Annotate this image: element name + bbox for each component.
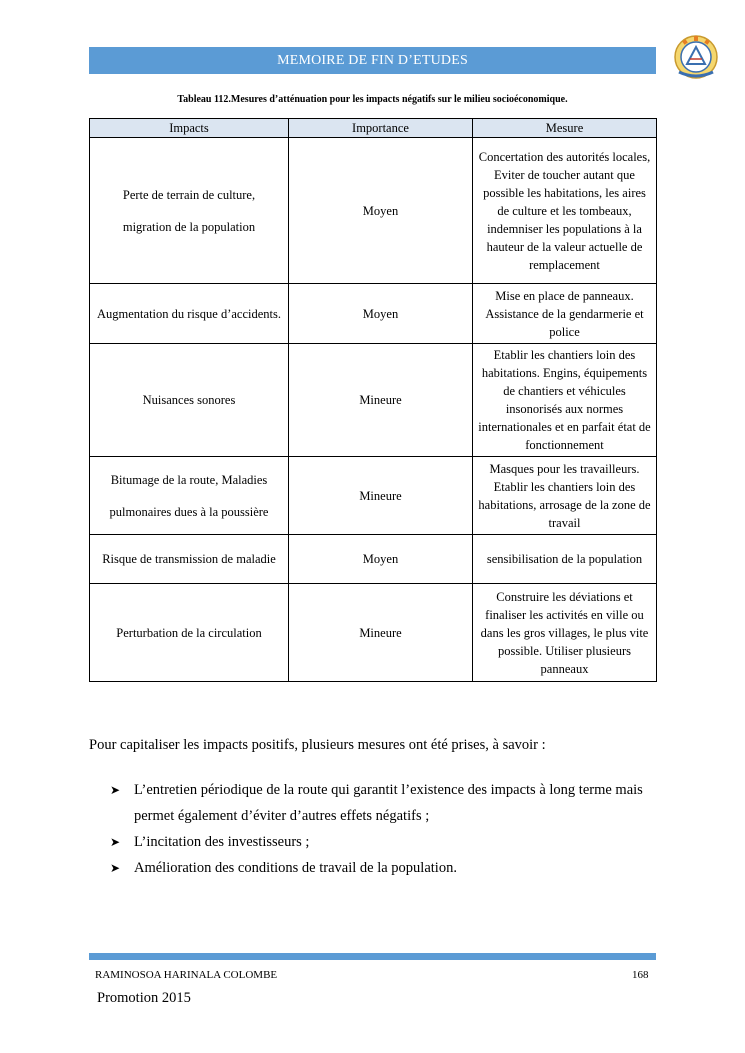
list-item-text: L’incitation des investisseurs ; — [134, 834, 310, 850]
footer-promotion: Promotion 2015 — [97, 990, 191, 1006]
importance-cell: Mineure — [289, 457, 473, 535]
list-item — [110, 777, 666, 829]
arrowhead-bullet-icon: ➤ — [110, 835, 121, 849]
mesure-cell: Construire les déviations et finaliser les activités en ville ou dans les gros villages, le plus vite possible. Utiliser plusieurs panneaux — [473, 584, 657, 682]
column-header-mesure: Mesure — [473, 119, 657, 138]
list-item — [110, 855, 666, 881]
table-row — [90, 535, 657, 584]
impact-cell — [90, 284, 289, 344]
positive-measures-list — [110, 777, 666, 881]
importance-cell: Moyen — [289, 138, 473, 284]
impact-text: Risque de transmission de maladie — [102, 552, 276, 566]
table-row — [90, 138, 657, 284]
impact-cell — [90, 138, 289, 284]
list-item — [110, 829, 666, 855]
table-caption: Tableau 112.Mesures d’atténuation pour les impacts négatifs sur le milieu socioéconomique. — [177, 94, 568, 105]
impact-text: Perturbation de la circulation — [116, 625, 262, 640]
list-item-text: L’entretien périodique de la route qui garantit l’existence des impacts à long terme mais permet également d’éviter d’autres effets négatifs ; — [134, 782, 643, 824]
impact-cell — [90, 457, 289, 535]
impact-text: Augmentation du risque d’accidents. — [97, 306, 281, 321]
column-header-impacts: Impacts — [90, 119, 289, 138]
column-header-importance: Importance — [289, 119, 473, 138]
table-row — [90, 284, 657, 344]
footer-author: RAMINOSOA HARINALA COLOMBE — [95, 969, 278, 981]
mitigation-table — [89, 118, 657, 682]
list-item-text: Amélioration des conditions de travail de la population. — [134, 860, 457, 876]
impact-text: Bitumage de la route, Maladies — [110, 472, 268, 487]
importance-cell: Moyen — [289, 284, 473, 344]
mesure-cell: Etablir les chantiers loin des habitations. Engins, équipements de chantiers et véhicules insonorisés aux normes internationales et en parfait état de fonctionnement — [473, 344, 657, 457]
running-header — [89, 47, 656, 74]
table-row — [90, 457, 657, 535]
impact-text: pulmonaires dues à la poussière — [109, 504, 269, 519]
impact-text: Perte de terrain de culture, — [122, 187, 256, 202]
page-number: 168 — [632, 969, 649, 981]
impact-cell — [90, 535, 289, 584]
mesure-cell: Concertation des autorités locales, Eviter de toucher autant que possible les habitations, les aires de culture et les tombeaux, indemniser les populations à la hauteur de la valeur actuelle de remplacement — [473, 138, 657, 284]
arrowhead-bullet-icon: ➤ — [110, 861, 121, 875]
impact-cell — [90, 584, 289, 682]
table-row — [90, 344, 657, 457]
importance-cell: Mineure — [289, 344, 473, 457]
impact-text: migration de la population — [122, 219, 256, 234]
university-emblem-icon — [673, 34, 719, 80]
importance-cell: Moyen — [289, 535, 473, 584]
arrowhead-bullet-icon: ➤ — [110, 783, 121, 797]
impact-cell — [90, 344, 289, 457]
header-title: MEMOIRE DE FIN D’ETUDES — [277, 52, 468, 68]
impact-text: Nuisances sonores — [142, 393, 236, 407]
footer-rule — [89, 953, 656, 960]
mesure-cell: sensibilisation de la population — [473, 535, 657, 584]
mesure-cell: Mise en place de panneaux. Assistance de la gendarmerie et police — [473, 284, 657, 344]
table-header-row — [90, 119, 657, 138]
intro-paragraph: Pour capitaliser les impacts positifs, plusieurs mesures ont été prises, à savoir : — [89, 737, 546, 753]
importance-cell: Mineure — [289, 584, 473, 682]
mesure-cell: Masques pour les travailleurs. Etablir les chantiers loin des habitations, arrosage de la zone de travail — [473, 457, 657, 535]
table-row — [90, 584, 657, 682]
